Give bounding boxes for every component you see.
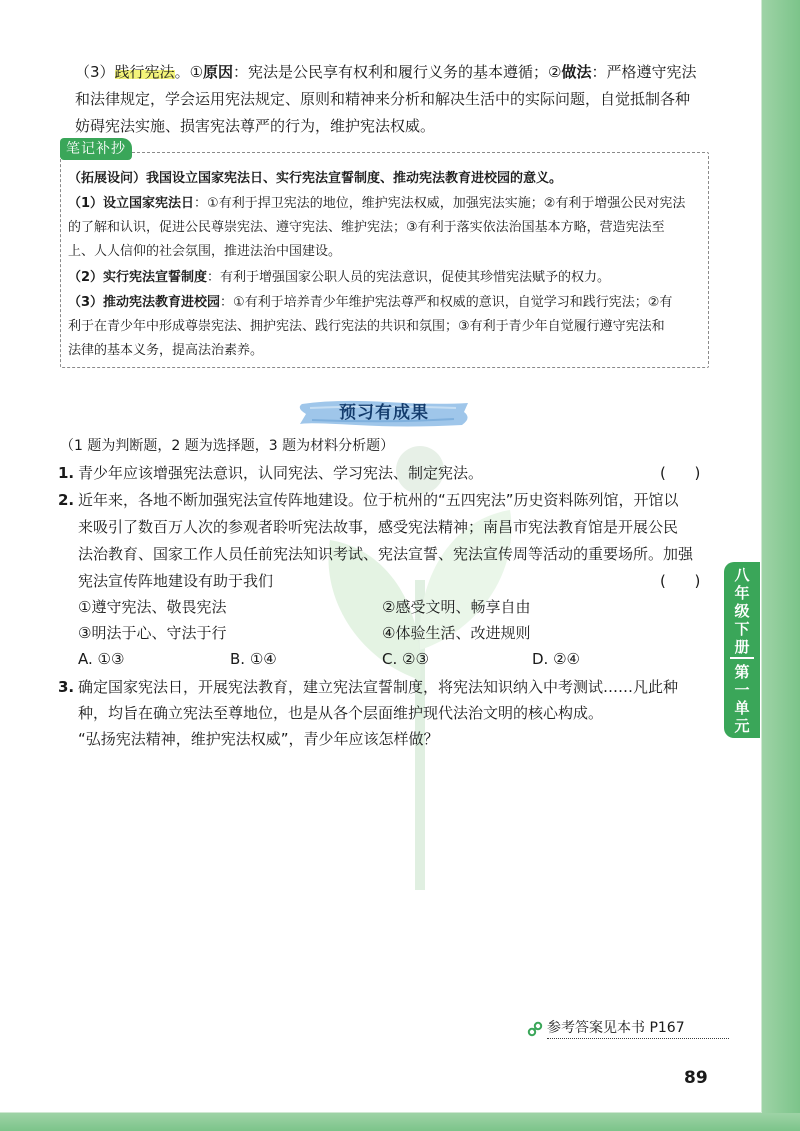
- link-icon: [527, 1021, 543, 1037]
- side-tab-char: 下: [734, 620, 750, 638]
- section3-title: 践行宪法: [114, 63, 175, 81]
- side-tab-char: 元: [734, 717, 750, 735]
- method-text: ：严格遵守宪法: [591, 63, 697, 81]
- notes-p3-line3: 法律的基本义务，提高法治素养。: [68, 343, 264, 358]
- reason-label: 原因: [203, 63, 234, 81]
- notes-p1-line3: 上、人人信仰的社会氛围，推进法治中国建设。: [68, 244, 342, 259]
- side-tab-char: 第: [734, 663, 750, 681]
- side-tab-char: 八: [734, 566, 750, 584]
- q1-text: 青少年应该增强宪法意识，认同宪法、学习宪法、制定宪法。: [78, 464, 484, 482]
- q2-option-2: ②感受文明、畅享自由: [382, 598, 531, 616]
- q3-line2: 种，均旨在确立宪法至尊地位，也是从各个层面维护现代法治文明的核心构成。: [78, 704, 604, 722]
- notes-p1-line2: 的了解和认识，促进公民尊崇宪法、遵守宪法、维护宪法；③有利于落实依法治国基本方略，营造宪法至: [68, 220, 665, 235]
- answer-reference-text: 参考答案见本书 P167: [547, 1020, 685, 1036]
- side-tab-grade-unit: [724, 562, 760, 738]
- q2-option-4: ④体验生活、改进规则: [382, 624, 531, 642]
- side-tab-char: 年: [734, 584, 750, 602]
- notes-p3-line1: [68, 294, 672, 312]
- page-edge-bottom: [0, 1113, 800, 1131]
- section3-line2: 和法律规定，学会运用宪法规定、原则和精神来分析和解决生活中的实际问题，自觉抵制各种: [75, 90, 691, 108]
- q1-answer-blank[interactable]: ( ): [660, 464, 701, 482]
- method-label: 做法: [561, 63, 592, 81]
- q3-line3: “弘扬宪法精神，维护宪法权威”，青少年应该怎样做？: [78, 730, 439, 748]
- side-tab-divider: [730, 657, 754, 659]
- notes-p2-line1: [68, 269, 610, 287]
- side-tab-char: 级: [734, 602, 750, 620]
- notes-p1-label: （1）设立国家宪法日: [68, 196, 195, 211]
- notes-tag: 笔记补抄: [60, 138, 132, 160]
- notes-heading: （拓展设问）我国设立国家宪法日、实行宪法宣誓制度、推动宪法教育进校园的意义。: [68, 171, 563, 186]
- q2-choice-a[interactable]: A. ①③: [78, 650, 125, 668]
- side-tab-char: 册: [734, 638, 750, 656]
- q2-line2: 来吸引了数百万人次的参观者聆听宪法故事，感受宪法精神；南昌市宪法教育馆是开展公民: [78, 518, 679, 536]
- reason-text: ：宪法是公民享有权利和履行义务的基本遵循；②: [233, 63, 562, 81]
- q2-line1: 近年来，各地不断加强宪法宣传阵地建设。位于杭州的“五四宪法”历史资料陈列馆，开馆以: [78, 491, 679, 509]
- q3-line1: 确定国家宪法日，开展宪法教育，建立宪法宣誓制度，将宪法知识纳入中考测试……凡此种: [78, 678, 679, 696]
- page-number: 89: [684, 1068, 708, 1088]
- page-edge-right: [762, 0, 800, 1131]
- q2-option-3: ③明法于心、守法于行: [78, 624, 227, 642]
- q2-option-1: ①遵守宪法、敬畏宪法: [78, 598, 227, 616]
- side-tab-char: 一: [734, 681, 750, 699]
- question-instructions: （1 题为判断题，2 题为选择题，3 题为材料分析题）: [60, 438, 395, 454]
- notes-p1-text: ：①有利于捍卫宪法的地位，维护宪法权威，加强宪法实施；②有利于增强公民对宪法: [194, 196, 686, 211]
- notes-p3-text: ：①有利于培养青少年维护宪法尊严和权威的意识，自觉学习和践行宪法；②有: [220, 295, 673, 310]
- q2-line4: 宪法宣传阵地建设有助于我们: [78, 572, 274, 590]
- q2-choice-b[interactable]: B. ①④: [230, 650, 277, 668]
- section3-line3: 妨碍宪法实施、损害宪法尊严的行为，维护宪法权威。: [75, 117, 436, 135]
- q2-answer-blank[interactable]: ( ): [660, 572, 701, 590]
- section-banner: [296, 398, 472, 428]
- q2-line3: 法治教育、国家工作人员任前宪法知识考试、宪法宣誓、宪法宣传周等活动的重要场所。加强: [78, 545, 694, 563]
- q1-number: 1.: [58, 464, 75, 482]
- section3-separator: 。①: [174, 63, 204, 81]
- notes-p2-text: ：有利于增强国家公职人员的宪法意识，促使其珍惜宪法赋予的权力。: [207, 270, 611, 285]
- section3-line1: [75, 62, 697, 82]
- q2-number: 2.: [58, 491, 75, 509]
- q2-choice-d[interactable]: D. ②④: [532, 650, 580, 668]
- notes-p3-line2: 利于在青少年中形成尊崇宪法、拥护宪法、践行宪法的共识和氛围；③有利于青少年自觉履行遵守宪法和: [68, 319, 665, 334]
- answer-reference-underline: [547, 1037, 729, 1039]
- q3-number: 3.: [58, 678, 75, 696]
- section-title: 预习有成果: [339, 403, 429, 423]
- notes-p2-label: （2）实行宪法宣誓制度: [68, 270, 208, 285]
- notes-p3-label: （3）推动宪法教育进校园: [68, 295, 221, 310]
- side-tab-char: 单: [734, 699, 750, 717]
- q2-choice-c[interactable]: C. ②③: [382, 650, 429, 668]
- notes-p1-line1: [68, 195, 685, 213]
- section3-number: （3）: [75, 63, 115, 81]
